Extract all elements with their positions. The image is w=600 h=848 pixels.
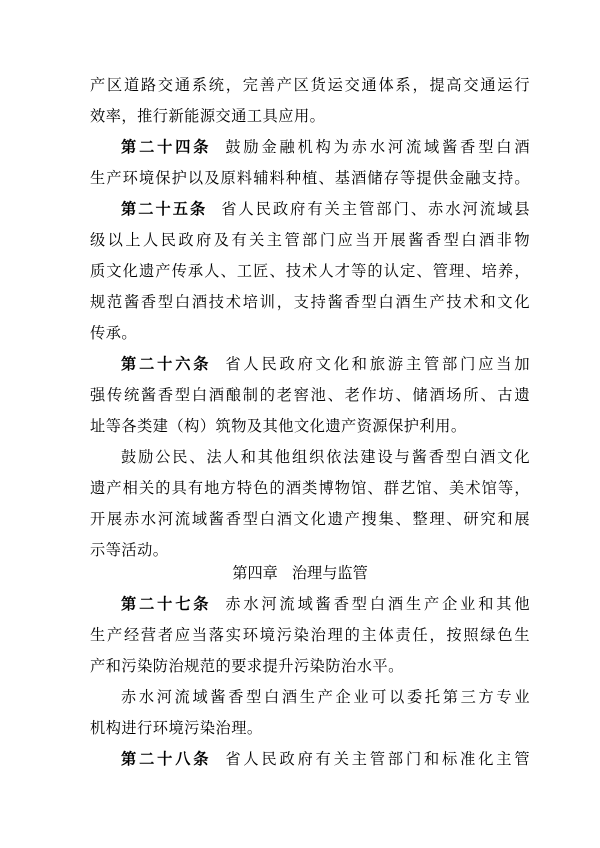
text-line: 强传统酱香型白酒酿制的老窖池、老作坊、储酒场所、古遗 (90, 386, 530, 404)
text-line: 赤水河流域酱香型白酒生产企业可以委托第三方专业 (121, 688, 530, 706)
text-line: 开展赤水河流域酱香型白酒文化遗产搜集、整理、研究和展 (90, 510, 530, 528)
article-number: 第二十四条 (121, 138, 212, 156)
text-line: 省人民政府有关主管部门和标准化主管 (225, 750, 530, 768)
text-line: 级以上人民政府及有关主管部门应当开展酱香型白酒非物 (90, 231, 530, 249)
article-number: 第二十七条 (121, 595, 212, 613)
article-28-first-line (121, 749, 530, 769)
chapter-title: 治理与监管 (291, 564, 368, 582)
article-24-first-line (121, 137, 530, 157)
article-26-first-line (121, 354, 530, 374)
article-number: 第二十八条 (121, 750, 212, 768)
text-line: 赤水河流域酱香型白酒生产企业和其他 (225, 595, 530, 613)
text-line: 省人民政府文化和旅游主管部门应当加 (225, 355, 530, 373)
text-line: 鼓励金融机构为赤水河流域酱香型白酒 (225, 138, 530, 156)
text-line: 传承。 (90, 324, 138, 342)
text-line: 规范酱香型白酒技术培训，支持酱香型白酒生产技术和文化 (90, 293, 530, 311)
text-line: 生产环境保护以及原料辅料种植、基酒储存等提供金融支持。 (90, 169, 530, 187)
text-line: 址等各类建（构）筑物及其他文化遗产资源保护利用。 (90, 417, 467, 435)
chapter-heading (0, 563, 600, 583)
text-line: 产和污染防治规范的要求提升污染防治水平。 (90, 657, 404, 675)
text-line: 省人民政府有关主管部门、赤水河流域县 (221, 200, 531, 218)
article-number: 第二十五条 (121, 200, 208, 218)
text-line: 示等活动。 (90, 541, 169, 559)
article-27-first-line (121, 594, 530, 614)
text-line: 生产经营者应当落实环境污染治理的主体责任，按照绿色生 (90, 626, 530, 644)
article-25-first-line (121, 199, 530, 219)
chapter-number: 第四章 (232, 564, 278, 582)
text-line: 遗产相关的具有地方特色的酒类博物馆、群艺馆、美术馆等， (90, 479, 530, 497)
text-line: 产区道路交通系统，完善产区货运交通体系，提高交通运行 (90, 76, 530, 94)
article-number: 第二十六条 (121, 355, 212, 373)
text-line: 机构进行环境污染治理。 (90, 719, 263, 737)
text-line: 效率，推行新能源交通工具应用。 (90, 107, 326, 125)
text-line: 质文化遗产传承人、工匠、技术人才等的认定、管理、培养， (90, 262, 530, 280)
text-line: 鼓励公民、法人和其他组织依法建设与酱香型白酒文化 (121, 448, 530, 466)
